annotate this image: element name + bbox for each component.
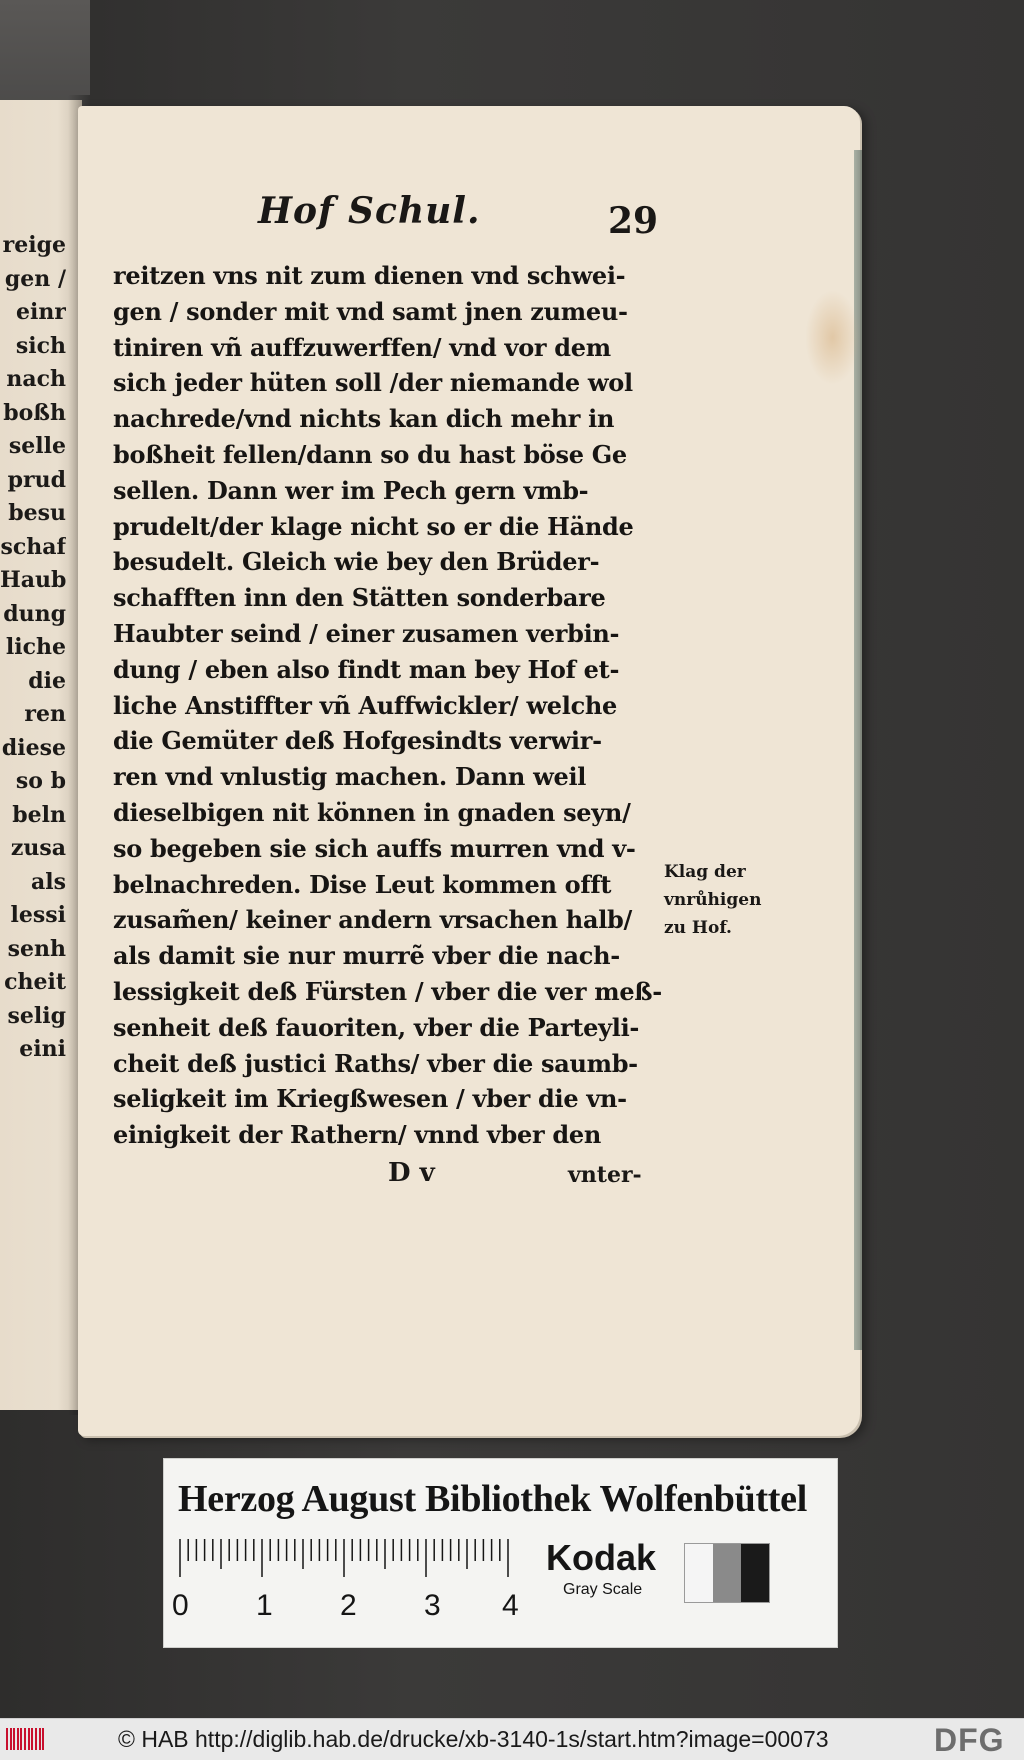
ruler-number: 0	[172, 1589, 189, 1622]
text-line: dung / eben also findt man bey Hof et-	[113, 654, 620, 684]
left-page-fragment: boßh	[3, 399, 66, 426]
text-line: zusam̃en/ keiner andern vrsachen halb/	[113, 905, 632, 935]
left-page-fragment: so b	[15, 768, 66, 794]
text-line: nachrede/vnd nichts kan dich mehr in	[113, 404, 615, 434]
left-page-fragment: Haub	[0, 567, 66, 593]
swatch-gray	[713, 1544, 741, 1602]
text-line: lessigkeit deß Fürsten / vber die ver meß-	[113, 976, 662, 1006]
left-page-fragment: selle	[8, 433, 66, 459]
text-line: seligkeit im Kriegßwesen / vber die vn-	[113, 1084, 627, 1114]
color-reference-card	[163, 1458, 838, 1648]
left-page-fragment: beln	[12, 801, 66, 828]
text-line: so begeben sie sich auffs murren vnd v-	[113, 833, 636, 863]
text-line: schafften inn den Stätten sonderbare	[113, 583, 606, 613]
left-page-fragment: sich	[15, 332, 66, 359]
text-line: die Gemüter deß Hofgesindts verwir-	[113, 726, 602, 756]
left-page-fragment: besu	[8, 500, 66, 526]
text-line: gen / sonder mit vnd samt jnen zumeu-	[113, 296, 628, 326]
left-page-fragment: reige	[2, 232, 66, 258]
left-page-fragment: lessi	[10, 902, 66, 928]
ruler-number: 2	[340, 1589, 357, 1622]
text-line: einigkeit der Rathern/ vnnd vber den	[113, 1120, 601, 1150]
left-page-fragment: diese	[1, 734, 66, 761]
left-page-fragment: cheit	[4, 969, 66, 995]
left-page-fragment: ren	[24, 701, 66, 727]
ruler-number: 4	[502, 1589, 519, 1622]
library-name: Herzog August Bibliothek Wolfenbüttel	[178, 1478, 807, 1520]
swatch-black	[741, 1544, 769, 1602]
text-line: belnachreden. Dise Leut kommen offt	[113, 869, 612, 899]
ruler-number: 3	[424, 1589, 441, 1622]
text-line: boßheit fellen/dann so du hast böse Ge	[113, 439, 627, 469]
left-page-fragment: einr	[16, 299, 66, 325]
body-text	[113, 258, 663, 1153]
left-page-fragment: gen /	[4, 265, 66, 292]
swatch-white	[685, 1544, 713, 1602]
dfg-logo: DFG	[934, 1722, 1005, 1758]
text-line: liche Anstiffter vñ Auffwickler/ welche	[113, 690, 618, 720]
left-page-fragment: nach	[6, 366, 66, 392]
text-line: als damit sie nur murrẽ vber die nach-	[113, 941, 620, 971]
text-line: reitzen vns nit zum dienen vnd schwei-	[113, 261, 626, 290]
left-page-fragment: die	[28, 667, 66, 694]
left-page-fragment: liche	[5, 634, 66, 660]
left-page-fragment: schaf	[0, 533, 66, 560]
catchword: vnter-	[568, 1162, 642, 1188]
running-head: Hof Schul.	[258, 190, 481, 232]
left-page-fragment: dung	[3, 600, 66, 627]
text-line: ren vnd vnlustig machen. Dann weil	[113, 762, 587, 792]
barcode-logo-icon	[6, 1728, 48, 1750]
text-line: besudelt. Gleich wie bey den Brüder-	[113, 547, 600, 577]
marginal-note-line: zu Hof.	[664, 918, 732, 938]
text-line: prudelt/der klage nicht so er die Hände	[113, 511, 634, 541]
text-line: cheit deß justici Raths/ vber die saumb-	[113, 1048, 638, 1078]
page-number: 29	[608, 200, 659, 242]
text-line: Haubter seind / einer zusamen verbin-	[113, 618, 620, 648]
ruler-scale	[178, 1539, 514, 1577]
text-line: sich jeder hüten soll /der niemande wol	[113, 368, 633, 398]
left-page-fragment: als	[31, 868, 66, 895]
marginal-note	[664, 858, 784, 942]
ruler-number: 1	[256, 1589, 273, 1622]
gray-scale-label: Gray Scale	[563, 1581, 643, 1598]
left-page-fragment: prud	[7, 466, 66, 493]
left-page-fragment: senh	[7, 935, 66, 962]
text-line: senheit deß fauoriten, vber die Parteyli-	[113, 1012, 640, 1042]
kodak-logo: Kodak	[546, 1537, 657, 1578]
marginal-note-line: vnrůhigen	[664, 890, 762, 910]
signature-mark: D v	[388, 1158, 435, 1188]
paper-stain	[805, 290, 860, 385]
gray-swatches	[684, 1543, 770, 1603]
footer-link[interactable]: © HAB http://diglib.hab.de/drucke/xb-3140-1s/start.htm?image=00073	[118, 1726, 829, 1752]
text-line: dieselbigen nit können in gnaden seyn/	[113, 797, 631, 827]
marginal-note-line: Klag der	[664, 862, 746, 882]
text-line: tiniren vñ auffzuwerffen/ vnd vor dem	[113, 332, 611, 362]
left-page-fragment: selig	[7, 1002, 66, 1029]
left-page-fragment: eini	[19, 1036, 66, 1062]
text-line: sellen. Dann wer im Pech gern vmb-	[113, 475, 589, 505]
left-page-fragment: zusa	[10, 835, 66, 861]
footer-bar	[0, 1718, 1024, 1760]
